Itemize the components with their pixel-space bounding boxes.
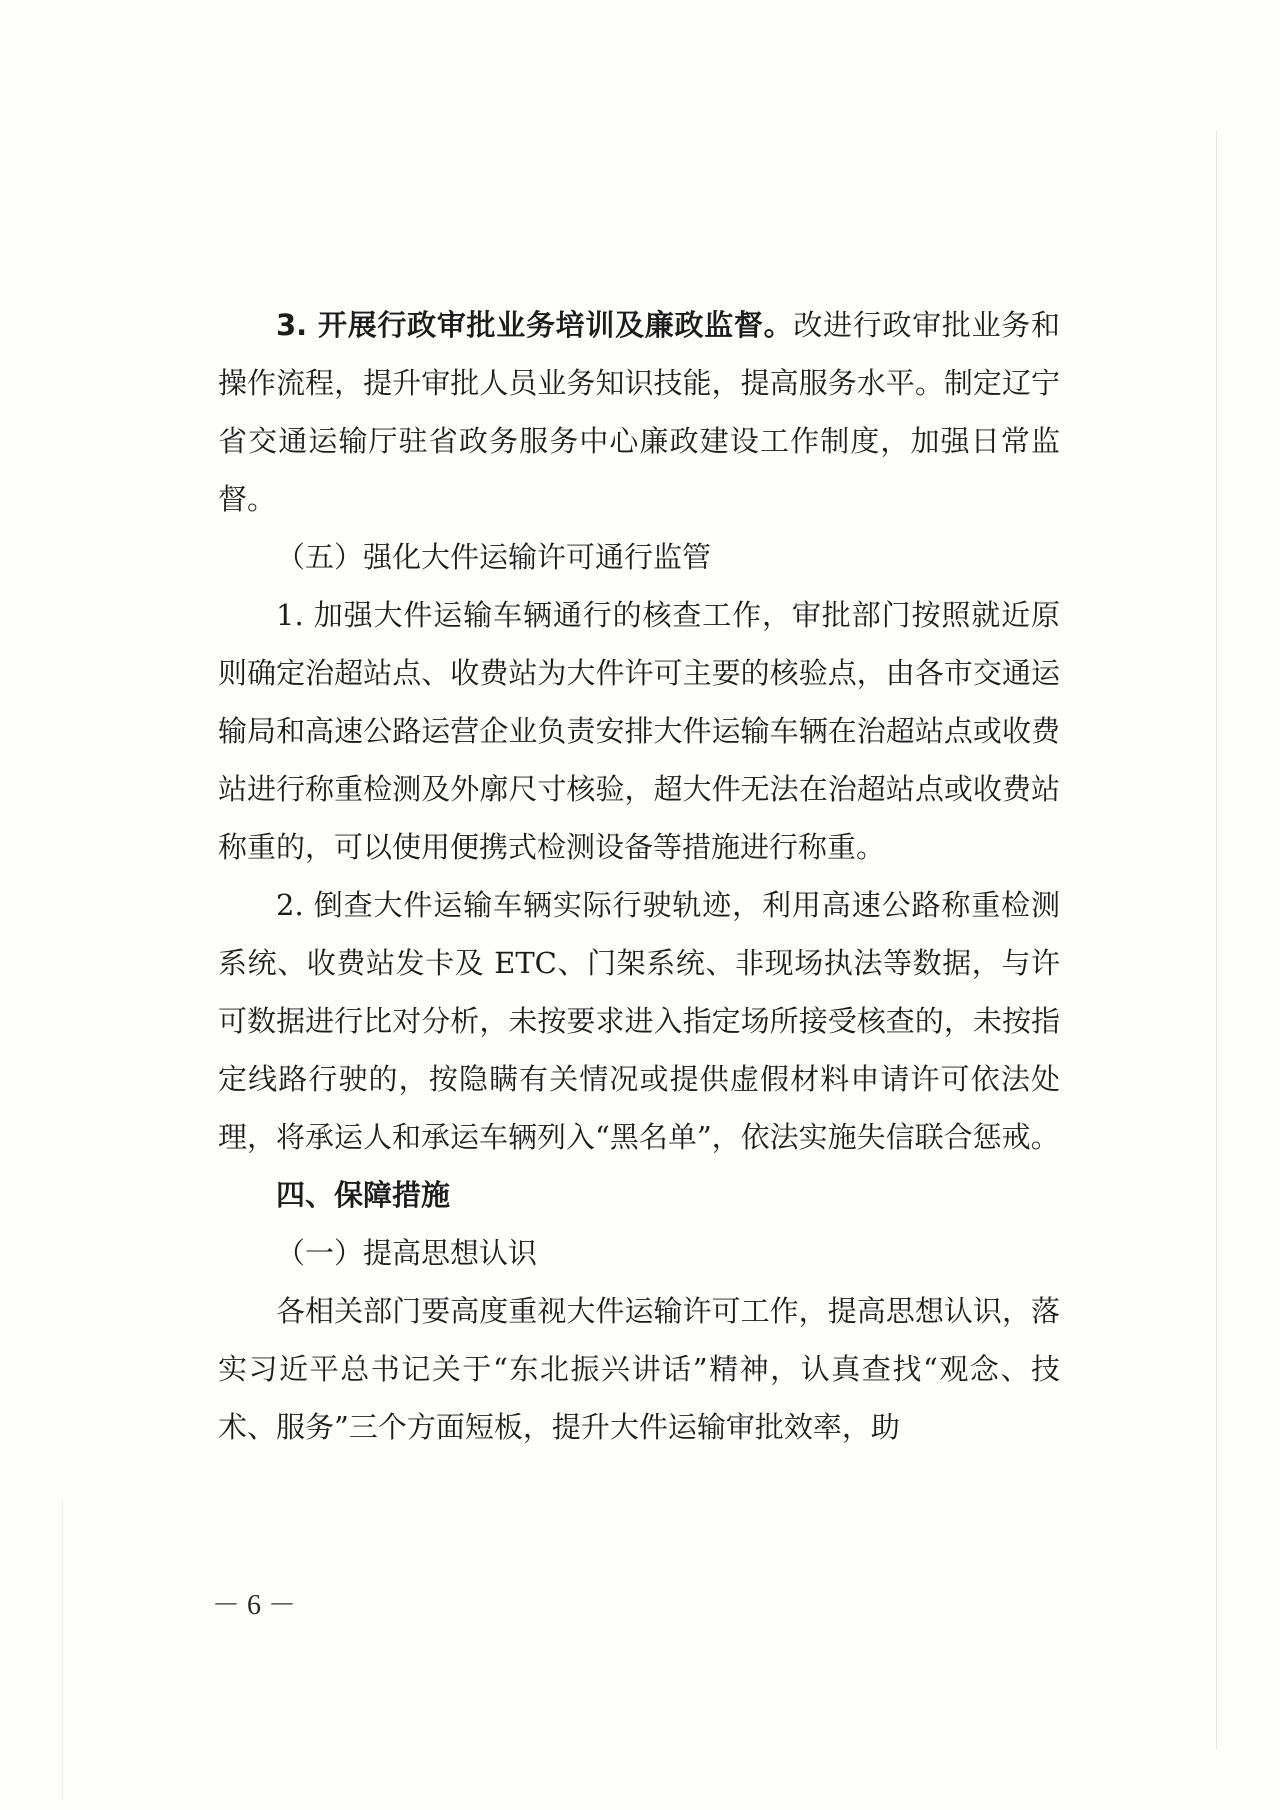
scan-edge-line (62, 1500, 63, 1800)
scan-edge-line (1216, 130, 1217, 1750)
page-number: － 6 － (212, 1590, 297, 1621)
section-heading-safeguards: 四、保障措施 (276, 1178, 451, 1212)
paragraph-inspection: 1. 加强大件运输车辆通行的核查工作，审批部门按照就近原则确定治超站点、收费站为大件许可主要的核验点，由各市交通运输局和高速公路运营企业负责安排大件运输车辆在治超站点或收费站进行称重检测及外廓尺寸核验，超大件无法在治超站点或收费站称重的，可以使用便携式检测设备等措施进行称重。 (218, 598, 1060, 864)
paragraph-training-supervision (218, 296, 1060, 528)
paragraph-text: 改进行政审批业务和操作流程，提升审批人员业务知识技能，提高服务水平。制定辽宁省交通运输厅驻省政务服务中心廉政建设工作制度，加强日常监督。 (218, 308, 1060, 516)
document-body (218, 296, 1060, 1456)
paragraph-lead-bold: 3. 开展行政审批业务培训及廉政监督。 (276, 308, 794, 342)
paragraph-awareness: 各相关部门要高度重视大件运输许可工作，提高思想认识，落实习近平总书记关于“东北振兴讲话”精神，认真查找“观念、技术、服务”三个方面短板，提升大件运输审批效率，助 (218, 1294, 1060, 1444)
section-heading-five: （五）强化大件运输许可通行监管 (276, 540, 712, 574)
subsection-heading-awareness: （一）提高思想认识 (276, 1236, 538, 1270)
paragraph-trajectory-check: 2. 倒查大件运输车辆实际行驶轨迹，利用高速公路称重检测系统、收费站发卡及 ETC、门架系统、非现场执法等数据，与许可数据进行比对分析，未按要求进入指定场所接受核查的，未按指定线路行驶的，按隐瞒有关情况或提供虚假材料申请许可依法处理，将承运人和承运车辆列入“黑名单”，依法实施失信联合惩戒。 (218, 888, 1060, 1154)
